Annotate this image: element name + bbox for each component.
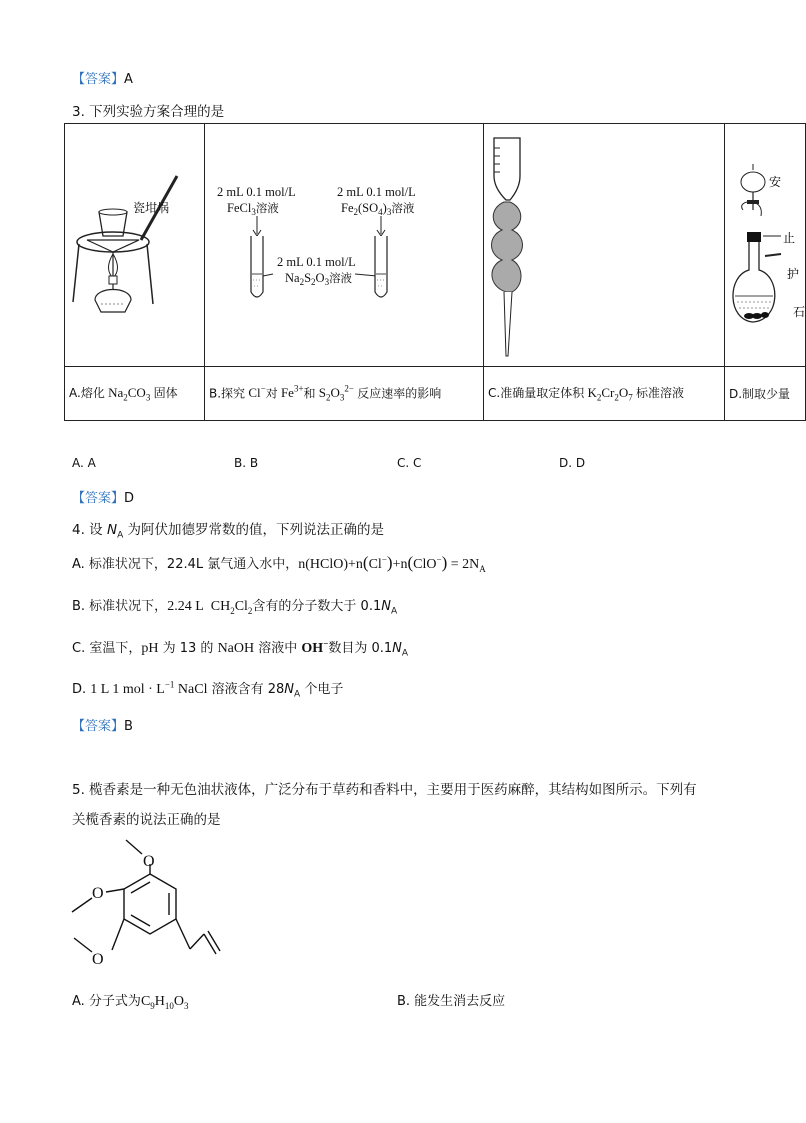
answer-value: B [124,719,133,734]
q3-option-c[interactable]: C. C [397,456,422,470]
crucible-heating-figure [65,124,204,362]
caption-b-mid1: 对 [265,386,278,401]
answer-label: 【答案】 [72,719,125,734]
answer-value: D [124,491,135,506]
q4-c-mid: 为 13 的 [162,641,214,656]
burette-figure [484,124,724,362]
fe2so4-amount-label: 2 mL 0.1 mol/L [337,185,416,199]
svg-text:O: O [92,885,104,902]
na2s2o3-suffix: 溶液 [329,271,353,285]
q4-d-tail: 个电子 [304,682,344,697]
caption-a-text: A.熔化 [69,386,105,401]
q5-option-a[interactable]: A. 分子式为$C_9H_{10}O_3$ [72,994,189,1011]
q4-title: 4. 设 $N_A$ 为阿伏加德罗常数的值，下列说法正确的是 [72,522,385,541]
fe2so4-name: Fe [341,201,354,215]
answer-value: A [124,72,133,87]
crucible-label: 瓷坩埚 [133,201,170,215]
q4-option-d[interactable]: D. 1 L 1 mol · $L^{-1}$ NaCl 溶液含有 $28N_A$ 个电子 [72,679,344,700]
svg-text:O: O [92,951,104,968]
q3-option-b[interactable]: B. B [234,456,259,470]
q4-title-post: 为阿伏加德罗常数的值，下列说法正确的是 [127,522,385,538]
caption-a: A.熔化 $Na_2CO_3$ 固体 [65,367,205,421]
q5-option-b[interactable]: B. 能发生消去反应 [397,994,506,1009]
answer-label: 【答案】 [72,72,125,87]
q5-line-2: 关榄香素的说法正确的是 [72,812,221,828]
q5-a-text: A. 分子式为 [72,994,141,1009]
cell-figure-b [205,124,484,367]
q5-line-1: 5. 榄香素是一种无色油状液体，广泛分布于草药和香料中，主要用于医药麻醉，其结构如图所示。下列有 [72,782,697,798]
q4-b-pre: B. 标准状况下， [72,599,168,614]
d-label-4: 石 [793,305,806,319]
q4-c-pre: C. 室温下， [72,641,142,656]
caption-b-text: B.探究 [209,386,246,401]
q4-a-pre: A. 标准状况下，22.4L 氯气通入水中， [72,557,299,572]
d-label-3: 护 [787,267,800,281]
caption-b: B.探究 Cl−对 $Fe^{3+}$和 $S_2O_3^{2-}$ 反应速率的影响 [205,367,484,421]
q3-title: 3. 下列实验方案合理的是 [72,104,225,120]
caption-c-text: C.准确量取定体积 [488,386,585,401]
caption-d [725,367,806,421]
svg-text:Fe2(SO4)3溶液: $Fe_2(SO_4)_3$溶液 [341,201,415,217]
fecl3-name: FeCl [227,201,252,215]
caption-b-tail: 反应速率的影响 [357,386,442,401]
d-label-1: 安 [769,175,782,189]
fe2so4-suffix: 溶液 [391,201,415,215]
q4-d-pre: D. [72,682,87,697]
fecl3-amount-label: 2 mL 0.1 mol/L [217,185,296,199]
svg-text:Na2S2O3溶液: $Na_2S_2O_3$溶液 [285,271,353,287]
gas-generator-figure [725,124,805,362]
answer-label: 【答案】 [72,491,125,506]
q4-answer [72,715,133,734]
caption-c: C.准确量取定体积 $K_2Cr_2O_7$ 标准溶液 [484,367,725,421]
test-tube-figure [205,124,483,362]
experiment-table [64,123,806,421]
q3-answer [72,487,134,506]
q4-b-mid: 含有的分子数大于 0.1 [252,599,382,614]
q3-option-d[interactable]: D. D [559,456,586,470]
q4-c-mid2: 溶液中 [258,641,298,656]
elemicin-structure [66,834,226,974]
svg-text:FeCl3溶液: FeCl$_3$溶液 [227,201,279,217]
na2s2o3-name: Na [285,271,300,285]
q4-option-b[interactable]: B. 标准状况下，2.24 L $CH_2Cl_2$含有的分子数大于 $0.1N_A$ [72,599,398,617]
q4-title-pre: 4. 设 [72,522,103,538]
q4-option-c[interactable]: C. 室温下，pH 为 13 的 NaOH 溶液中 OH−数目为 $0.1N_A$ [72,638,409,659]
caption-d-text: D.制取少量 [729,387,791,401]
q4-d-mid: 溶液含有 28 [211,682,285,697]
q2-answer [72,68,133,87]
svg-text:O: O [143,853,155,870]
d-label-2: 止 [783,231,796,245]
q4-c-tail: 数目为 0.1 [328,641,393,656]
q4-option-a[interactable]: A. 标准状况下，22.4L 氯气通入水中，n(HClO)+n(Cl−)+n(ClO−) = $2N_A$ [72,553,486,574]
caption-b-mid2: 和 [303,386,316,401]
na2s2o3-amount-label: 2 mL 0.1 mol/L [277,255,356,269]
fecl3-suffix: 溶液 [255,201,279,215]
caption-a-tail: 固体 [153,386,178,401]
q3-option-a[interactable]: A. A [72,456,96,470]
cell-figure-a [65,124,205,367]
cell-figure-d [725,124,806,367]
caption-c-tail: 标准溶液 [635,386,684,401]
cell-figure-c [484,124,725,367]
